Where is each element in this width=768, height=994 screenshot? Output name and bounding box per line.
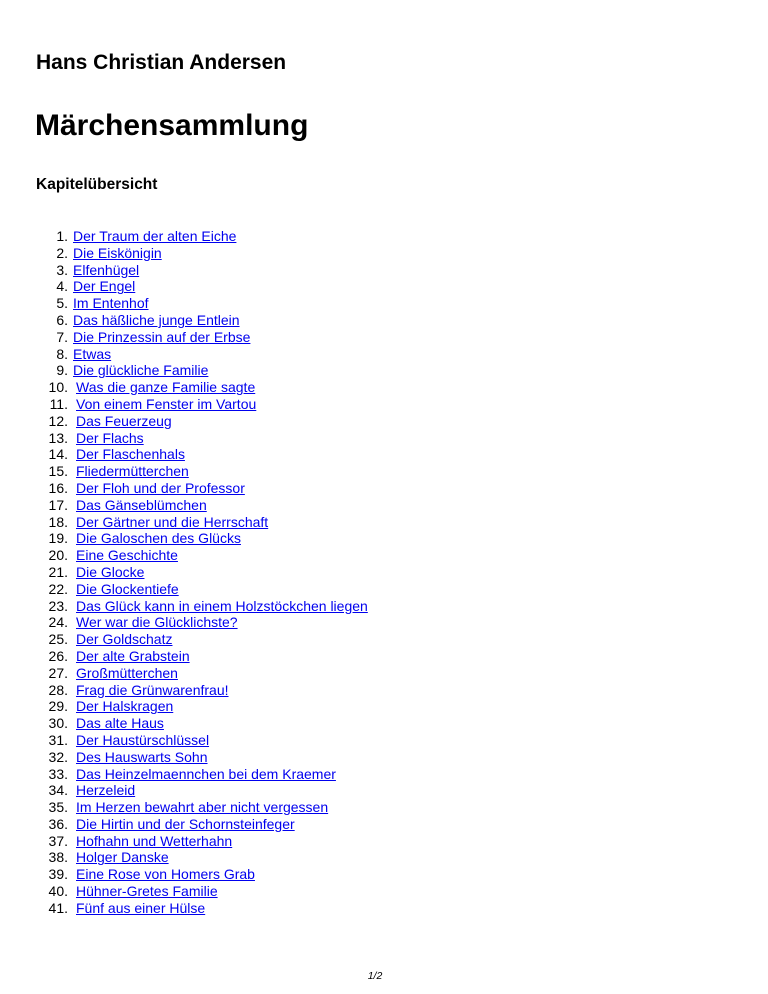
toc-item-link[interactable]: Die Glockentiefe [76, 580, 179, 597]
toc-item-link[interactable]: Der alte Grabstein [76, 647, 190, 664]
toc-item-number: 5. [56, 295, 68, 312]
toc-item-link[interactable]: Eine Geschichte [76, 547, 178, 564]
toc-heading: Kapitelübersicht [36, 176, 158, 193]
toc-item-link[interactable]: Das häßliche junge Entlein [73, 311, 240, 328]
toc-item-link[interactable]: Hofhahn und Wetterhahn [76, 832, 233, 849]
toc-item-link[interactable]: Der Goldschatz [76, 631, 173, 648]
toc-item-link[interactable]: Das Gänseblümchen [76, 496, 207, 513]
toc-item-link[interactable]: Die Eiskönigin [73, 244, 162, 261]
toc-item-number: 3. [56, 261, 68, 278]
toc-item-number: 2. [56, 244, 68, 261]
toc-item-number: 33. [48, 765, 68, 782]
toc-item-number: 25. [48, 631, 68, 648]
toc-item-link[interactable]: Fliedermütterchen [76, 463, 189, 480]
toc-item-link[interactable]: Die Glocke [76, 563, 145, 580]
toc-item-number: 22. [48, 580, 68, 597]
toc-item-number: 12. [48, 412, 68, 429]
toc-item-number: 14. [48, 446, 68, 463]
toc-item-number: 32. [48, 748, 68, 765]
toc-item-link[interactable]: Der Engel [73, 278, 136, 295]
toc-item-number: 11. [49, 395, 68, 412]
toc-item-number: 15. [48, 463, 68, 480]
toc-item-link[interactable]: Elfenhügel [73, 261, 140, 278]
toc-item-link[interactable]: Der Halskragen [76, 698, 174, 715]
toc-item-link[interactable]: Die Prinzessin auf der Erbse [73, 328, 251, 345]
toc-item-number: 17. [48, 496, 68, 513]
toc-item-link[interactable]: Was die ganze Familie sagte [76, 379, 256, 396]
toc-item-link[interactable]: Fünf aus einer Hülse [76, 899, 206, 916]
toc-item-link[interactable]: Großmütterchen [76, 664, 178, 681]
toc-item-link[interactable]: Holger Danske [76, 849, 169, 866]
toc-item-number: 23. [48, 597, 68, 614]
toc-item-number: 28. [48, 681, 68, 698]
toc-item-link[interactable]: Im Entenhof [73, 295, 149, 312]
toc-item-link[interactable]: Der Haustürschlüssel [76, 731, 210, 748]
toc-item-number: 27. [48, 664, 68, 681]
page-title: Märchensammlung [35, 109, 309, 142]
toc-item-number: 39. [48, 866, 68, 883]
toc-item-number: 1. [56, 228, 68, 244]
toc-item-link[interactable]: Herzeleid [76, 782, 136, 799]
toc-item-link[interactable]: Die Hirtin und der Schornsteinfeger [76, 815, 295, 832]
toc-item-link[interactable]: Die Galoschen des Glücks [76, 530, 241, 547]
toc-item-number: 40. [48, 883, 68, 900]
toc-item-link[interactable]: Das Glück kann in einem Holzstöckchen liegen [76, 597, 368, 614]
toc-item-number: 18. [48, 513, 68, 530]
author-heading: Hans Christian Andersen [36, 51, 287, 74]
page-number: 1/2 [367, 970, 383, 982]
toc-item-link[interactable]: Das alte Haus [76, 715, 164, 732]
toc-item-link[interactable]: Frag die Grünwarenfrau! [76, 681, 229, 698]
toc-item-number: 10. [48, 379, 68, 396]
toc-item-number: 34. [48, 782, 68, 799]
toc-item-link[interactable]: Der Floh und der Professor [76, 479, 245, 496]
toc-item-number: 19. [48, 530, 68, 547]
toc-item-number: 6. [56, 311, 68, 328]
toc-item-link[interactable]: Wer war die Glücklichste? [76, 614, 238, 631]
toc-item-link[interactable]: Von einem Fenster im Vartou [76, 395, 257, 412]
toc-item-number: 31. [48, 731, 68, 748]
toc-item-link[interactable]: Des Hauswarts Sohn [76, 748, 208, 765]
toc-item-number: 37. [48, 832, 68, 849]
toc-item-number: 30. [48, 715, 68, 732]
toc-item-link[interactable]: Der Gärtner und die Herrschaft [76, 513, 269, 530]
toc-item-number: 20. [48, 547, 68, 564]
toc-item-number: 29. [48, 698, 68, 715]
toc-item-link[interactable]: Die glückliche Familie [73, 362, 209, 379]
toc-item-link[interactable]: Das Heinzelmaennchen bei dem Kraemer [76, 765, 336, 782]
toc-item-link[interactable]: Etwas [73, 345, 112, 362]
toc-item-number: 24. [48, 614, 68, 631]
toc-item-number: 41. [48, 899, 68, 916]
toc-item-number: 26. [48, 647, 68, 664]
toc-item-link[interactable]: Das Feuerzeug [76, 412, 172, 429]
toc-item-number: 9. [56, 362, 68, 379]
toc-item-number: 7. [56, 328, 68, 345]
toc-item-link[interactable]: Der Flachs [76, 429, 144, 446]
toc-item-link[interactable]: Hühner-Gretes Familie [76, 883, 218, 900]
toc-item-number: 13. [48, 429, 68, 446]
toc-item-link[interactable]: Der Traum der alten Eiche [73, 228, 237, 244]
toc-item-number: 16. [48, 479, 68, 496]
toc-item-link[interactable]: Eine Rose von Homers Grab [76, 866, 255, 883]
toc-item-link[interactable]: Der Flaschenhals [76, 446, 185, 463]
toc-item-number: 38. [48, 849, 68, 866]
toc-item-number: 36. [48, 815, 68, 832]
toc-item-link[interactable]: Im Herzen bewahrt aber nicht vergessen [76, 799, 329, 816]
toc-item-number: 8. [56, 345, 68, 362]
toc-item-number: 4. [56, 278, 68, 295]
toc-item-number: 21. [48, 563, 68, 580]
toc-item-number: 35. [48, 799, 68, 816]
